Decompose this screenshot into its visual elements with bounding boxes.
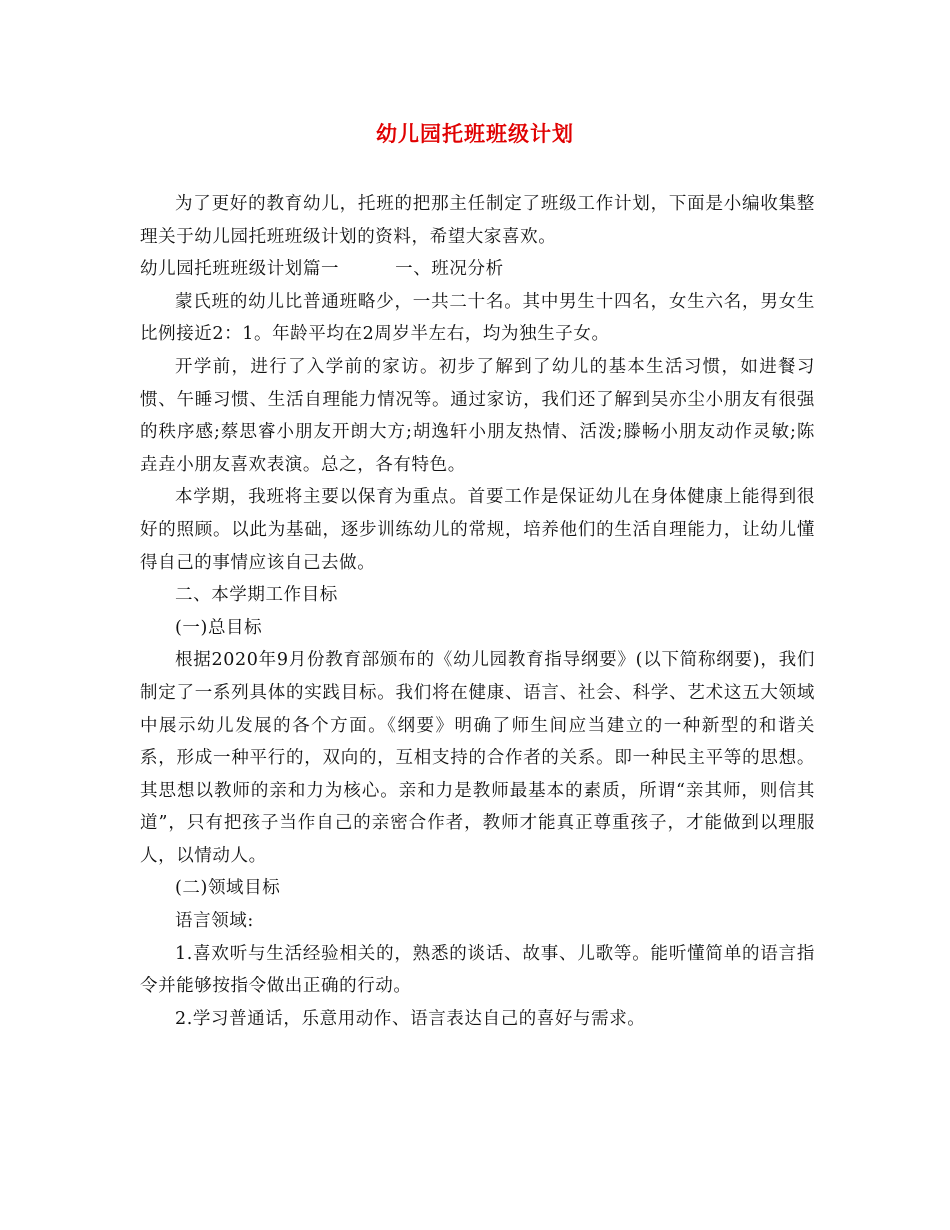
document-body: [140, 188, 815, 1035]
document-title: 幼儿园托班班级计划: [376, 121, 574, 146]
paragraph-class-size: 蒙氏班的幼儿比普通班略少，一共二十名。其中男生十四名，女生六名，男女生比例接近2：1。年龄平均在2周岁半左右，均为独生子女。: [140, 291, 815, 345]
heading-part-title: 幼儿园托班班级计划篇一: [140, 259, 340, 280]
section-heading-line: [140, 253, 815, 286]
list-item-language-2: 2.学习普通话，乐意用动作、语言表达自己的喜好与需求。: [175, 1008, 646, 1029]
paragraph-home-visit: 开学前，进行了入学前的家访。初步了解到了幼儿的基本生活习惯，如进餐习惯、午睡习惯、生活自理能力情况等。通过家访，我们还了解到吴亦尘小朋友有很强的秩序感;蔡思睿小朋友开朗大方;胡逸轩小朋友热情、活泼;滕畅小朋友动作灵敏;陈垚垚小朋友喜欢表演。总之，各有特色。: [140, 356, 815, 475]
list-item-language-1: 1.喜欢听与生活经验相关的，熟悉的谈话、故事、儿歌等。能听懂简单的语言指令并能够按指令做出正确的行动。: [140, 943, 815, 997]
heading-part-section: 一、班况分析: [395, 259, 504, 280]
heading-overall-goal: (一)总目标: [175, 617, 263, 638]
heading-work-goals: 二、本学期工作目标: [175, 585, 338, 606]
paragraph-intro: 为了更好的教育幼儿，托班的把那主任制定了班级工作计划，下面是小编收集整理关于幼儿园托班班级计划的资料，希望大家喜欢。: [140, 194, 815, 247]
paragraph-semester-focus: 本学期，我班将主要以保育为重点。首要工作是保证幼儿在身体健康上能得到很好的照顾。以此为基础，逐步训练幼儿的常规，培养他们的生活自理能力，让幼儿懂得自己的事情应该自己去做。: [140, 487, 815, 573]
heading-domain-goals: (二)领域目标: [175, 878, 281, 899]
paragraph-overall-goal: 根据2020年9月份教育部颁布的《幼儿园教育指导纲要》(以下简称纲要)，我们制定了一系列具体的实践目标。我们将在健康、语言、社会、科学、艺术这五大领域中展示幼儿发展的各个方面。《纲要》明确了师生间应当建立的一种新型的和谐关系，形成一种平行的，双向的，互相支持的合作者的关系。即一种民主平等的思想。其思想以教师的亲和力为核心。亲和力是教师最基本的素质，所谓“亲其师，则信其道”，只有把孩子当作自己的亲密合作者，教师才能真正尊重孩子，才能做到以理服人，以情动人。: [140, 650, 815, 866]
heading-language-domain: 语言领域:: [175, 911, 254, 932]
